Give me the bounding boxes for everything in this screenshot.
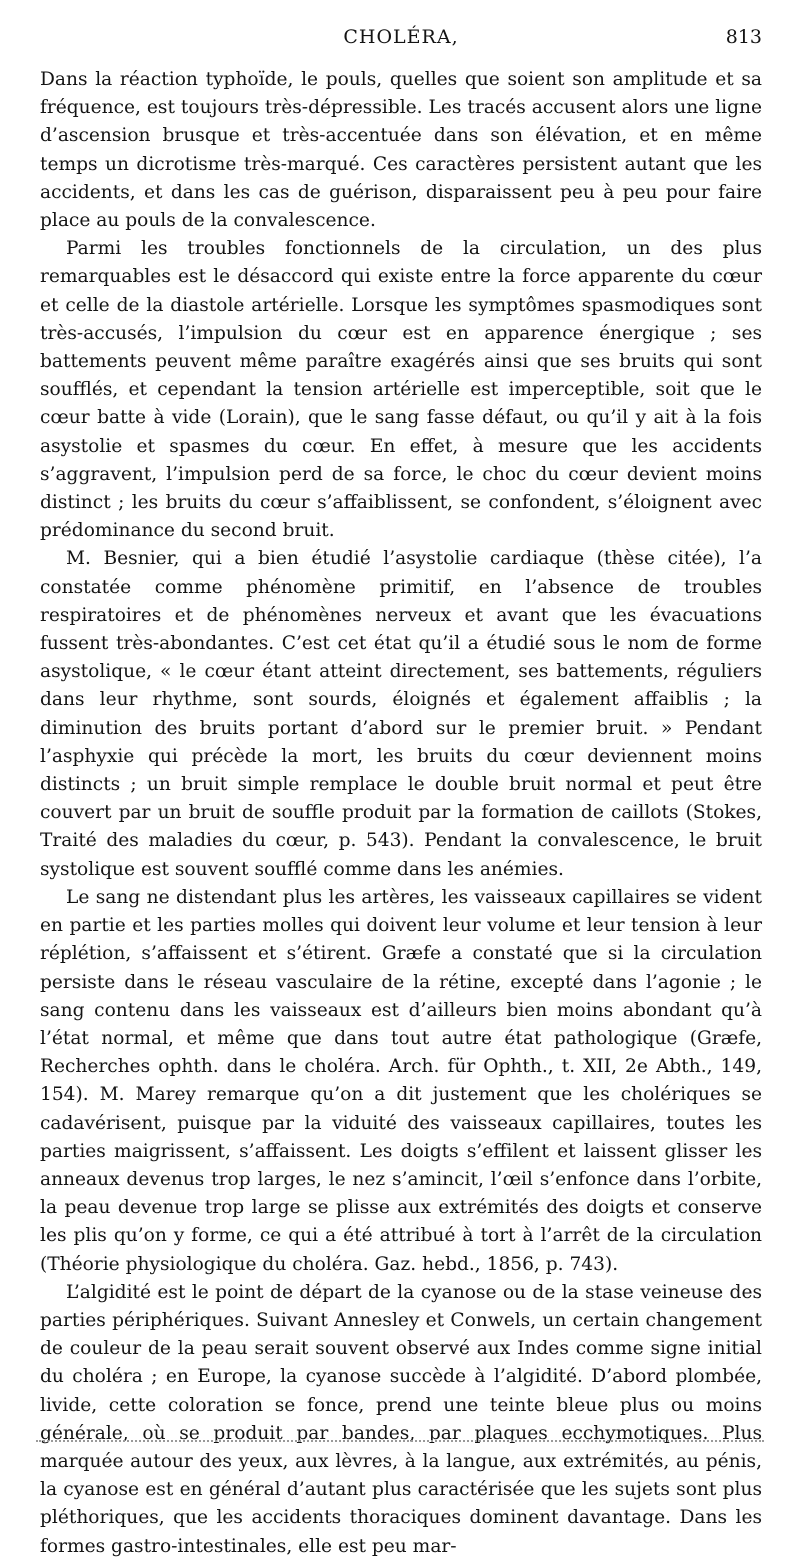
bottom-dotted-rule	[36, 1440, 764, 1442]
body-text	[40, 66, 762, 1561]
paragraph-algidity-cyanosis: L’algidité est le point de départ de la cyanose ou de la stase veineuse des parties périphériques. Suivant Annesley et Conwels, un certain changement de couleur de la peau serait souvent observé aux Indes comme signe initial du choléra ; en Europe, la cyanose succède à l’algidité. D’abord plombée, livide, cette coloration se fonce, prend une teinte bleue plus ou moins générale, où se produit par bandes, par plaques ecchymotiques. Plus marquée autour des yeux, aux lèvres, à la langue, aux extrémités, au pénis, la cyanose est en général d’autant plus caractérisée que les sujets sont plus pléthoriques, que les accidents thoraciques dominent davantage. Dans les formes gastro-intestinales, elle est peu mar-	[40, 1281, 762, 1557]
page-header	[40, 0, 762, 58]
running-title: CHOLÉRA,	[343, 26, 459, 48]
page-number: 813	[725, 26, 762, 48]
paragraph-circulation-troubles: Parmi les troubles fonctionnels de la circulation, un des plus remarquables est le désaccord qui existe entre la force apparente du cœur et celle de la diastole artérielle. Lorsque les symptômes spasmodiques sont très-accusés, l’impulsion du cœur est en apparence énergique ; ses battements peuvent même paraître exagérés ainsi que ses bruits qui sont soufflés, et cependant la tension artérielle est imperceptible, soit que le cœur batte à vide (Lorain), que le sang fasse défaut, ou qu’il y ait à la fois asystolie et spasmes du cœur. En effet, à mesure que les accidents s’aggravent, l’impulsion perd de sa force, le choc du cœur devient moins distinct ; les bruits du cœur s’affaiblissent, se confondent, s’éloignent avec prédominance du second bruit.	[40, 238, 762, 542]
paragraph-besnier-asystole: M. Besnier, qui a bien étudié l’asystolie cardiaque (thèse citée), l’a constatée comme phénomène primitif, en l’absence de troubles respiratoires et de phénomènes nerveux et avant que les évacuations fussent très-abondantes. C’est cet état qu’il a étudié sous le nom de forme asystolique, « le cœur étant atteint directement, ses battements, réguliers dans leur rhythme, sont sourds, éloignés et également affaiblis ; la diminution des bruits portant d’abord sur le premier bruit. » Pendant l’asphyxie qui précède la mort, les bruits du cœur deviennent moins distincts ; un bruit simple remplace le double bruit normal et peut être couvert par un bruit de souffle produit par la formation de caillots (Stokes, Traité des maladies du cœur, p. 543). Pendant la convalescence, le bruit systolique est souvent soufflé comme dans les anémies.	[40, 548, 762, 880]
paragraph-typhoid-reaction: Dans la réaction typhoïde, le pouls, quelles que soient son amplitude et sa fréquence, est toujours très-dépressible. Les tracés accusent alors une ligne d’ascension brusque et très-accentuée dans son élévation, et en même temps un dicrotisme très-marqué. Ces caractères persistent autant que les accidents, et dans les cas de guérison, disparaissent peu à peu pour faire place au pouls de la convalescence.	[40, 69, 762, 232]
paragraph-capillaries: Le sang ne distendant plus les artères, les vaisseaux capillaires se vident en partie et les parties molles qui doivent leur volume et leur tension à leur réplétion, s’affaissent et s’étirent. Græfe a constaté que si la circulation persiste dans le réseau vasculaire de la rétine, excepté dans l’agonie ; le sang contenu dans les vaisseaux est d’ailleurs bien moins abondant qu’à l’état normal, et même que dans tout autre état pathologique (Græfe, Recherches ophth. dans le choléra. Arch. für Ophth., t. XII, 2e Abth., 149, 154). M. Marey remarque qu’on a dit justement que les cholériques se cadavérisent, puisque par la viduité des vaisseaux capillaires, toutes les parties maigrissent, s’affaissent. Les doigts s’effilent et laissent glisser les anneaux devenus trop larges, le nez s’amincit, l’œil s’enfonce dans l’orbite, la peau devenue trop large se plisse aux extrémités des doigts et conserve les plis qu’on y forme, ce qui a été attribué à tort à l’arrêt de la circulation (Théorie physiologique du choléra. Gaz. hebd., 1856, p. 743).	[40, 886, 762, 1275]
